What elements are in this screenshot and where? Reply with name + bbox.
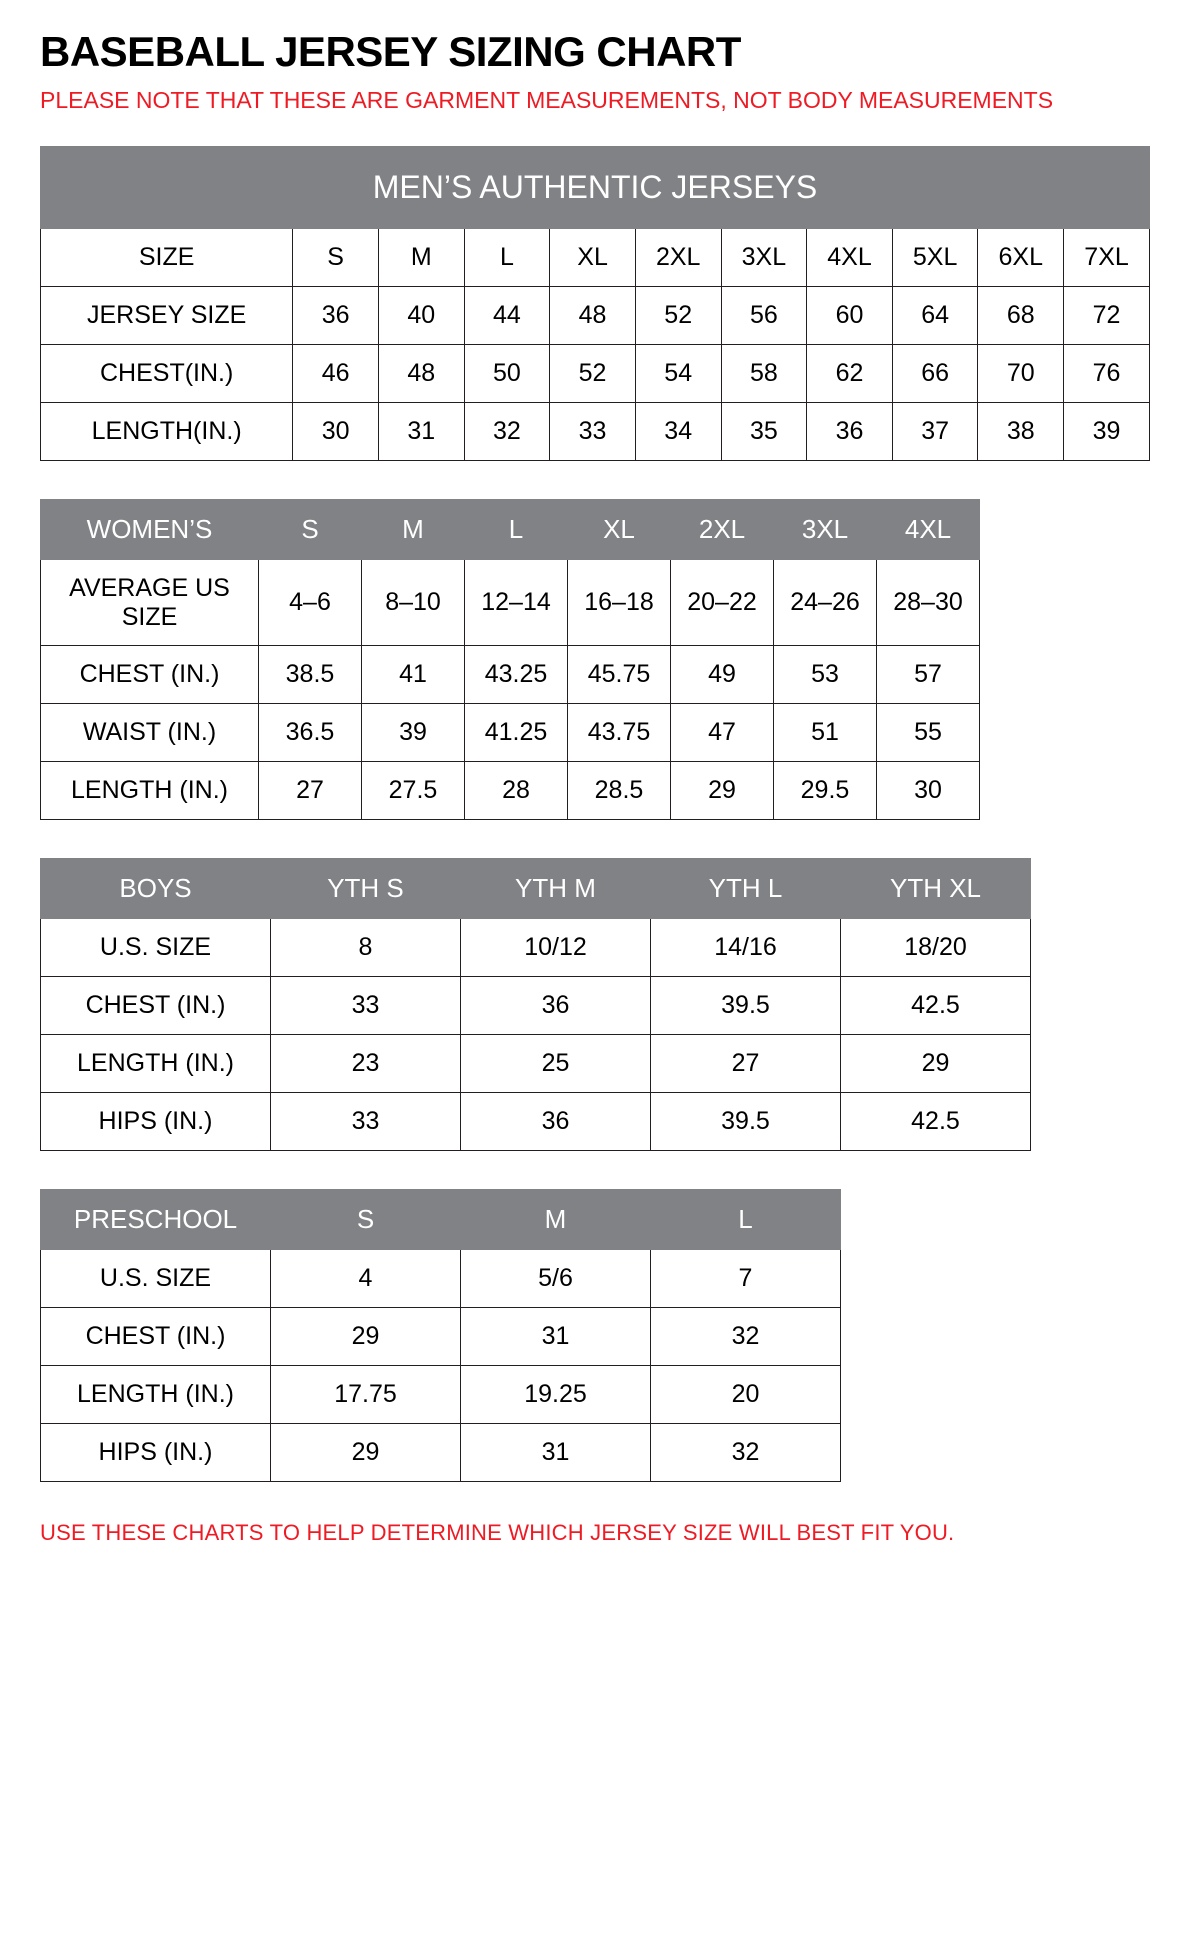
womens-size-6: 4XL <box>877 499 980 559</box>
cell: 38.5 <box>259 646 362 704</box>
cell: 18/20 <box>841 919 1031 977</box>
cell: 34 <box>635 402 721 460</box>
cell: 50 <box>464 344 550 402</box>
womens-size-5: 3XL <box>774 499 877 559</box>
cell: 49 <box>671 646 774 704</box>
cell: 43.75 <box>568 704 671 762</box>
boys-size-3: YTH XL <box>841 859 1031 919</box>
cell: 64 <box>892 286 978 344</box>
cell: 27 <box>651 1035 841 1093</box>
row-label: HIPS (IN.) <box>41 1093 271 1151</box>
cell: 33 <box>271 1093 461 1151</box>
table-row <box>41 1366 841 1424</box>
cell: 46 <box>293 344 379 402</box>
cell: 16–18 <box>568 559 671 646</box>
cell: 10/12 <box>461 919 651 977</box>
cell: 38 <box>978 402 1064 460</box>
table-row <box>41 762 980 820</box>
row-label: WAIST (IN.) <box>41 704 259 762</box>
boys-size-2: YTH L <box>651 859 841 919</box>
row-label: CHEST (IN.) <box>41 1308 271 1366</box>
cell: 28 <box>465 762 568 820</box>
mens-size-5: 3XL <box>721 228 807 286</box>
cell: 62 <box>807 344 893 402</box>
cell: 51 <box>774 704 877 762</box>
cell: 17.75 <box>271 1366 461 1424</box>
cell: 70 <box>978 344 1064 402</box>
mens-size-9: 7XL <box>1064 228 1150 286</box>
cell: 57 <box>877 646 980 704</box>
table-row <box>41 402 1150 460</box>
cell: 39.5 <box>651 977 841 1035</box>
cell: 48 <box>550 286 636 344</box>
boys-sizing-table <box>40 858 1031 1151</box>
cell: 47 <box>671 704 774 762</box>
cell: 24–26 <box>774 559 877 646</box>
womens-size-3: XL <box>568 499 671 559</box>
cell: 31 <box>461 1308 651 1366</box>
boys-size-0: YTH S <box>271 859 461 919</box>
preschool-size-0: S <box>271 1190 461 1250</box>
cell: 12–14 <box>465 559 568 646</box>
boys-size-1: YTH M <box>461 859 651 919</box>
cell: 14/16 <box>651 919 841 977</box>
mens-size-0: S <box>293 228 379 286</box>
page-title: BASEBALL JERSEY SIZING CHART <box>40 28 741 75</box>
cell: 45.75 <box>568 646 671 704</box>
cell: 29 <box>271 1424 461 1482</box>
cell: 37 <box>892 402 978 460</box>
preschool-header-label: PRESCHOOL <box>41 1190 271 1250</box>
cell: 72 <box>1064 286 1150 344</box>
cell: 43.25 <box>465 646 568 704</box>
cell: 66 <box>892 344 978 402</box>
cell: 27 <box>259 762 362 820</box>
cell: 36.5 <box>259 704 362 762</box>
table-header-row <box>41 1190 841 1250</box>
row-label: HIPS (IN.) <box>41 1424 271 1482</box>
cell: 4–6 <box>259 559 362 646</box>
cell: 36 <box>461 1093 651 1151</box>
cell: 28.5 <box>568 762 671 820</box>
table-header-row <box>41 499 980 559</box>
cell: 32 <box>651 1308 841 1366</box>
cell: 29 <box>271 1308 461 1366</box>
cell: 33 <box>271 977 461 1035</box>
cell: 39 <box>362 704 465 762</box>
cell: 52 <box>635 286 721 344</box>
womens-size-2: L <box>465 499 568 559</box>
cell: 58 <box>721 344 807 402</box>
table-row <box>41 286 1150 344</box>
mens-size-1: M <box>378 228 464 286</box>
womens-size-4: 2XL <box>671 499 774 559</box>
mens-banner: MEN’S AUTHENTIC JERSEYS <box>41 146 1150 228</box>
table-header-row <box>41 228 1150 286</box>
mens-size-7: 5XL <box>892 228 978 286</box>
table-row <box>41 344 1150 402</box>
mens-sizing-table <box>40 146 1150 461</box>
row-label: U.S. SIZE <box>41 919 271 977</box>
cell: 20 <box>651 1366 841 1424</box>
womens-size-0: S <box>259 499 362 559</box>
cell: 41 <box>362 646 465 704</box>
table-row <box>41 1424 841 1482</box>
cell: 7 <box>651 1250 841 1308</box>
cell: 4 <box>271 1250 461 1308</box>
cell: 8 <box>271 919 461 977</box>
cell: 29 <box>841 1035 1031 1093</box>
mens-size-4: 2XL <box>635 228 721 286</box>
cell: 39.5 <box>651 1093 841 1151</box>
cell: 39 <box>1064 402 1150 460</box>
row-label: JERSEY SIZE <box>41 286 293 344</box>
womens-sizing-table <box>40 499 980 821</box>
mens-size-6: 4XL <box>807 228 893 286</box>
measurement-note: PLEASE NOTE THAT THESE ARE GARMENT MEASUREMENTS, NOT BODY MEASUREMENTS <box>40 87 1054 114</box>
preschool-size-1: M <box>461 1190 651 1250</box>
table-row <box>41 919 1031 977</box>
row-label: U.S. SIZE <box>41 1250 271 1308</box>
table-row <box>41 1093 1031 1151</box>
footer-note: USE THESE CHARTS TO HELP DETERMINE WHICH JERSEY SIZE WILL BEST FIT YOU. <box>40 1520 955 1546</box>
row-label: CHEST(IN.) <box>41 344 293 402</box>
mens-size-label: SIZE <box>41 228 293 286</box>
cell: 23 <box>271 1035 461 1093</box>
preschool-size-2: L <box>651 1190 841 1250</box>
cell: 56 <box>721 286 807 344</box>
cell: 36 <box>461 977 651 1035</box>
table-row <box>41 646 980 704</box>
table-row <box>41 559 980 646</box>
cell: 32 <box>651 1424 841 1482</box>
cell: 53 <box>774 646 877 704</box>
cell: 40 <box>378 286 464 344</box>
table-header-row <box>41 859 1031 919</box>
cell: 52 <box>550 344 636 402</box>
cell: 42.5 <box>841 1093 1031 1151</box>
table-banner-row <box>41 146 1150 228</box>
cell: 55 <box>877 704 980 762</box>
cell: 29 <box>671 762 774 820</box>
cell: 36 <box>807 402 893 460</box>
womens-size-1: M <box>362 499 465 559</box>
table-row <box>41 1250 841 1308</box>
cell: 48 <box>378 344 464 402</box>
cell: 28–30 <box>877 559 980 646</box>
mens-size-2: L <box>464 228 550 286</box>
boys-header-label: BOYS <box>41 859 271 919</box>
cell: 30 <box>877 762 980 820</box>
cell: 60 <box>807 286 893 344</box>
row-label: AVERAGE US SIZE <box>41 559 259 646</box>
cell: 27.5 <box>362 762 465 820</box>
preschool-sizing-table <box>40 1189 841 1482</box>
row-label: LENGTH(IN.) <box>41 402 293 460</box>
table-row <box>41 977 1031 1035</box>
cell: 29.5 <box>774 762 877 820</box>
cell: 20–22 <box>671 559 774 646</box>
cell: 5/6 <box>461 1250 651 1308</box>
cell: 32 <box>464 402 550 460</box>
cell: 30 <box>293 402 379 460</box>
row-label: CHEST (IN.) <box>41 646 259 704</box>
table-row <box>41 704 980 762</box>
cell: 31 <box>461 1424 651 1482</box>
cell: 54 <box>635 344 721 402</box>
cell: 42.5 <box>841 977 1031 1035</box>
cell: 44 <box>464 286 550 344</box>
row-label: CHEST (IN.) <box>41 977 271 1035</box>
cell: 68 <box>978 286 1064 344</box>
cell: 76 <box>1064 344 1150 402</box>
cell: 8–10 <box>362 559 465 646</box>
cell: 35 <box>721 402 807 460</box>
cell: 33 <box>550 402 636 460</box>
mens-size-3: XL <box>550 228 636 286</box>
cell: 25 <box>461 1035 651 1093</box>
table-row <box>41 1308 841 1366</box>
mens-size-8: 6XL <box>978 228 1064 286</box>
row-label: LENGTH (IN.) <box>41 1366 271 1424</box>
row-label: LENGTH (IN.) <box>41 1035 271 1093</box>
cell: 19.25 <box>461 1366 651 1424</box>
cell: 36 <box>293 286 379 344</box>
cell: 31 <box>378 402 464 460</box>
row-label: LENGTH (IN.) <box>41 762 259 820</box>
womens-header-label: WOMEN’S <box>41 499 259 559</box>
cell: 41.25 <box>465 704 568 762</box>
table-row <box>41 1035 1031 1093</box>
